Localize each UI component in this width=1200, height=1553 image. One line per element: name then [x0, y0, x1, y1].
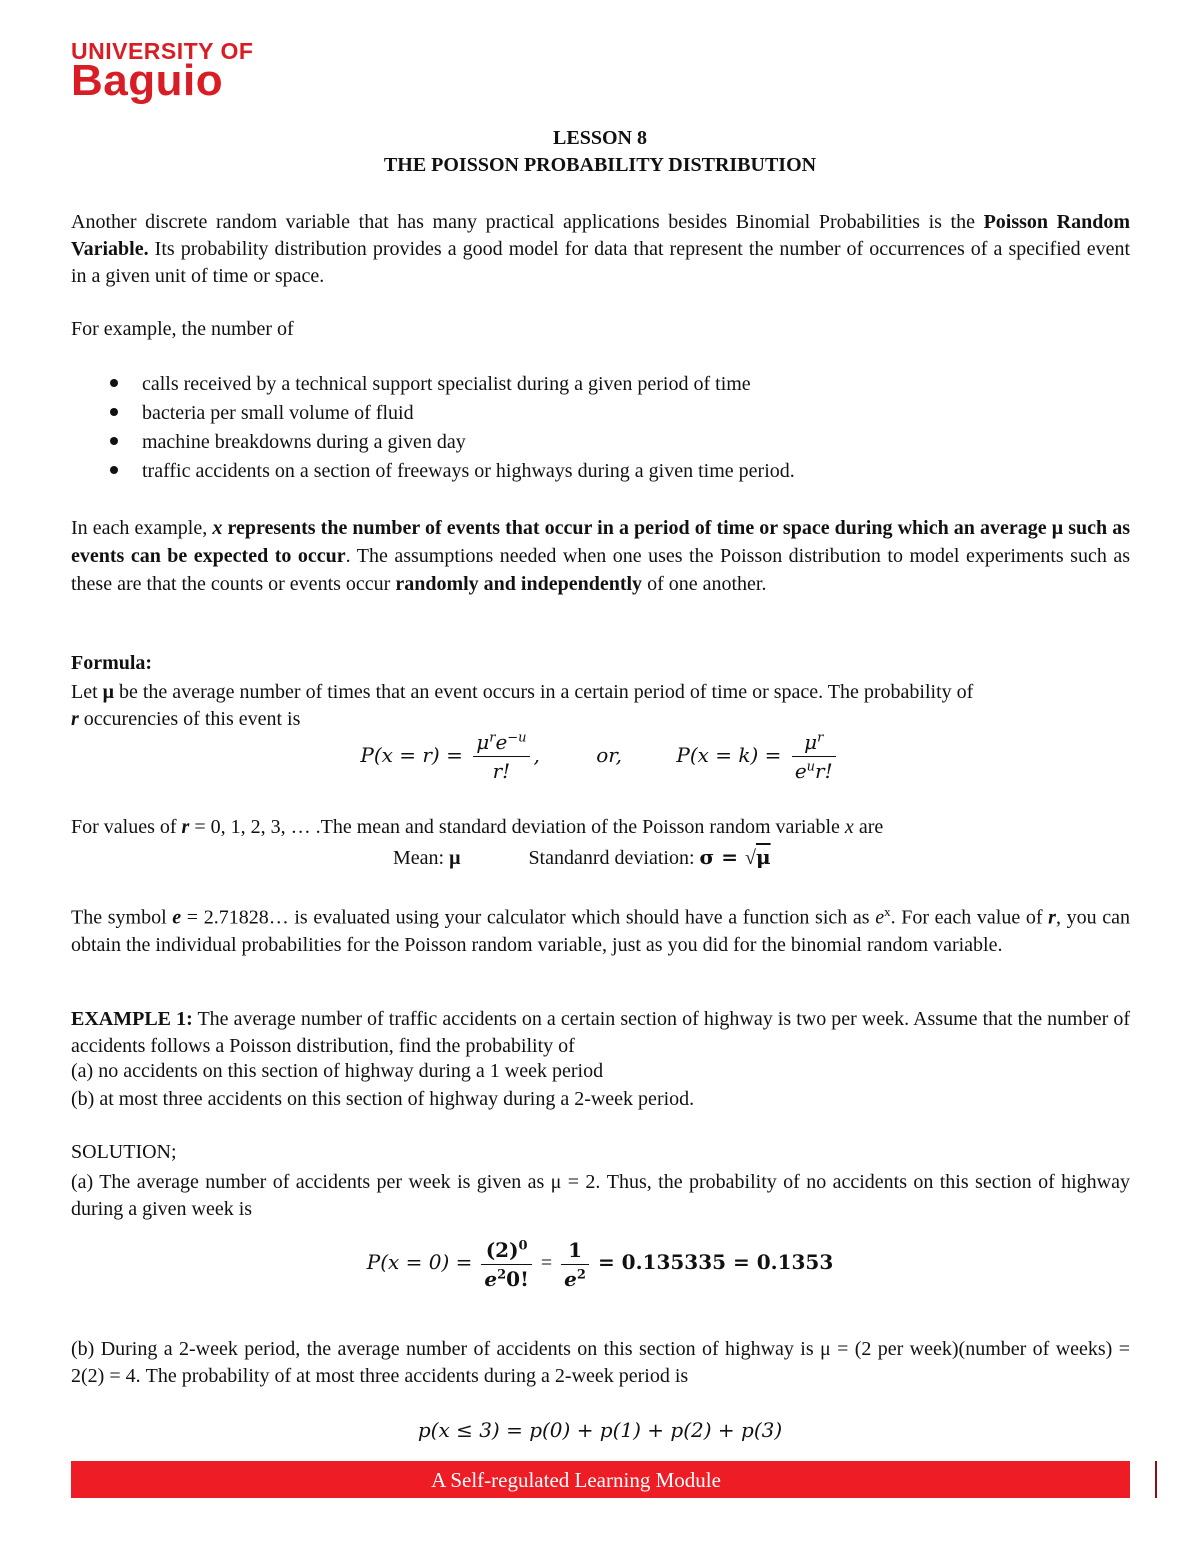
logo-line-1: UNIVERSITY OF — [71, 38, 254, 64]
list-item: traffic accidents on a section of freeways or highways during a given time period. — [110, 460, 795, 483]
poisson-formula: P(x = r) = $\frac{\mu^re^{-u}}{r!}$ , or, P(x = k) = $\frac{\mu^r}{e^ur!}$ — [0, 730, 1200, 783]
logo-line-2: Baguio — [71, 56, 224, 105]
mean-sd-line: Mean: μ Standanrd deviation: σ = √μ — [393, 845, 771, 869]
assumption-paragraph: In each example, x represents the number of events that occur in a period of time or space during which an average μ such as events can be expected to occur. The assumptions needed when one uses the Poisson distribution to model experiments such as these are that the counts or events occur randomly and independently of one another. — [71, 517, 1131, 595]
solution-equation-a: P(x = 0) = $\frac{(2)^0}{e^20!}$ = $\frac{1}{e^2}$ = 0.135335 = 0.1353 — [366, 1238, 834, 1291]
example-1-part-b: (b) at most three accidents on this section of highway during a 2-week period. — [71, 1088, 695, 1110]
solution-equation-b: p(x ≤ 3) = p(0) + p(1) + p(2) + p(3) — [417, 1418, 783, 1442]
university-logo — [71, 40, 253, 103]
solution-heading: SOLUTION; — [71, 1141, 177, 1163]
lesson-title: THE POISSON PROBABILITY DISTRIBUTION — [383, 154, 817, 176]
term-poisson: Poisson Random Variable. — [71, 211, 1131, 260]
formula-paragraph: Let μ be the average number of times that an event occurs in a certain period of time or space. The probability of r occurencies of this event is — [71, 681, 974, 730]
list-item: bacteria per small volume of fluid — [110, 402, 414, 425]
list-item: machine breakdowns during a given day — [110, 431, 466, 454]
page-number: 1 — [1188, 1468, 1199, 1492]
example-1-paragraph: EXAMPLE 1: The average number of traffic accidents on a certain section of highway is two per week. Assume that the number of accidents follows a Poisson distribution, find the probability of — [71, 1008, 1130, 1057]
footer-bar — [71, 1461, 1199, 1498]
footer-text: A Self-regulated Learning Module — [431, 1468, 721, 1492]
intro-paragraph: Another discrete random variable that has many practical applications besides Binomial Probabilities is the Poisson Random Variable. Its probability distribution provides a good model for data that represent the number of occurrences of a specified event in a given unit of time or space. — [71, 211, 1131, 287]
example-lead: For example, the number of — [71, 318, 294, 340]
example-1-part-a: (a) no accidents on this section of highway during a 1 week period — [71, 1060, 604, 1082]
solution-part-a: (a) The average number of accidents per week is given as μ = 2. Thus, the probability of no accidents on this section of highway during a given week is — [71, 1171, 1130, 1220]
list-item: calls received by a technical support specialist during a given period of time — [110, 373, 751, 396]
solution-part-b: (b) During a 2-week period, the average number of accidents on this section of highway is μ = (2 per week)(number of weeks) = 2(2) = 4. The probability of at most three accidents during a 2-week period is — [71, 1338, 1130, 1387]
lesson-number: LESSON 8 — [553, 127, 647, 149]
values-line: For values of r = 0, 1, 2, 3, … .The mean and standard deviation of the Poisson random variable x are — [71, 816, 884, 838]
formula-heading: Formula: — [71, 652, 153, 674]
symbol-e-paragraph: The symbol e = 2.71828… is evaluated using your calculator which should have a function sich as $e^x$. For each value of r, you can obtain the individual probabilities for the Poisson random variable, just as you did for the binomial random variable. — [71, 904, 1130, 956]
